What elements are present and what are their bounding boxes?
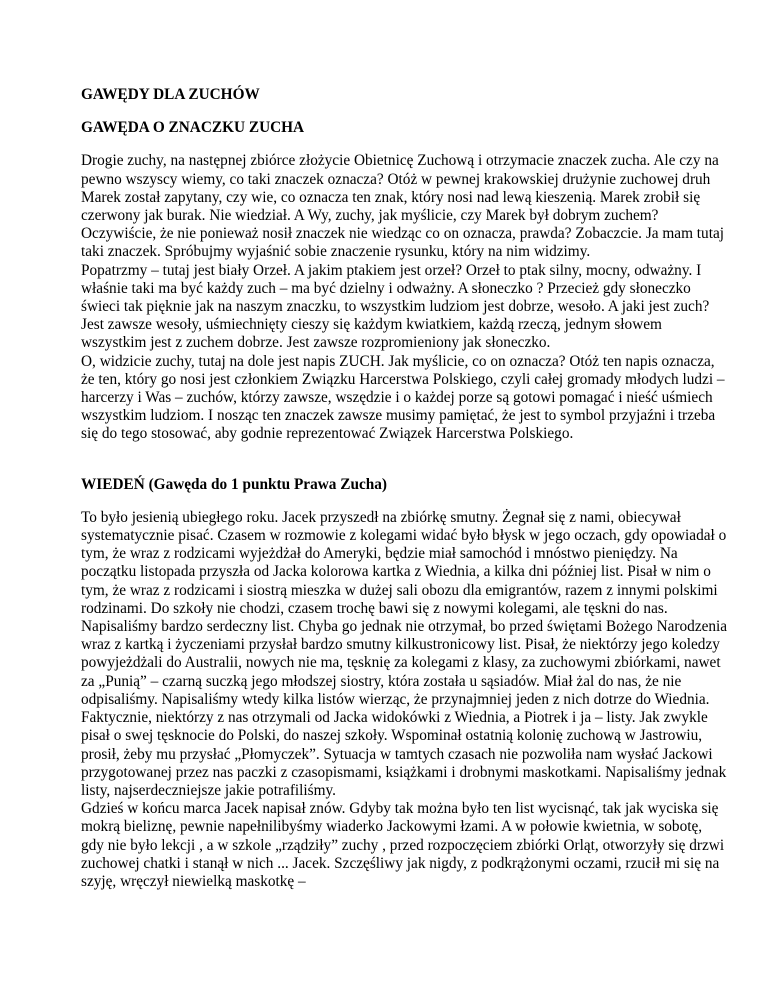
paragraph: Popatrzmy – tutaj jest biały Orzeł. A jakim ptakiem jest orzeł? Orzeł to ptak silny, mocny, odważny. I właśnie taki ma być każdy zuch – ma być dzielny i odważny. A słoneczko ? Przecież gdy słoneczko świeci tak pięknie jak na naszym znaczku, to wszystkim ludziom jest dobrze, wesoło. A jaki jest zuch? Jest zawsze wesoły, uśmiechnięty cieszy się każdym kwiatkiem, każdą rzeczą, jednym słowem wszystkim jest z zuchem dobrze. Jest zawsze rozpromieniony jak słoneczko. [81,261,710,352]
paragraph: Drogie zuchy, na następnej zbiórce złożycie Obietnicę Zuchową i otrzymacie znaczek zucha. Ale czy na pewno wszyscy wiemy, co taki znaczek oznacza? Otóż w pewnej krakowskiej drużynie zuchowej druh Marek został zapytany, czy wie, co oznacza ten znak, który nosi nad lewą kieszenią. Marek zrobił się czerwony jak burak. Nie wiedział. A Wy, zuchy, jak myślicie, czy Marek był dobrym zuchem? Oczywiście, że nie ponieważ nosił znaczek nie wiedząc co on oznacza, prawda? Zobaczcie. Ja mam tutaj taki znaczek. Spróbujmy wyjaśnić sobie znaczenie rysunku, który na nim widzimy. [81,152,724,261]
paragraph: O, widzicie zuchy, tutaj na dole jest napis ZUCH. Jak myślicie, co on oznacza? Otóż ten napis oznacza, że ten, który go nosi jest członkiem Związku Harcerstwa Polskiego, czyli całej gromady młodych ludzi – harcerzy i Was – zuchów, którzy zawsze, wszędzie i o każdej porze są gotowi pomagać i nieść uśmiech wszystkim ludziom. I nosząc ten znaczek zawsze musimy pamiętać, że jest to symbol przyjaźni i trzeba się do tego stosować, aby godnie reprezentować Związek Harcerstwa Polskiego. [81,352,725,443]
paragraph: Gdzieś w końcu marca Jacek napisał znów. Gdyby tak można było ten list wycisnąć, tak jak wyciska się mokrą bieliznę, pewnie napełnilibyśmy wiaderko Jackowymi łzami. A w połowie kwietnia, w sobotę, gdy nie było lekcji , a w szkole „rządziły” zuchy , przed rozpoczęciem zbiórki Orląt, otworzyły się drzwi zuchowej chatki i stanął w nich ... Jacek. Szczęśliwy jak nigdy, z podkrążonymi oczami, rzucił mi się na szyję, wręczył niewielką maskotkę – [81,800,725,890]
section-heading-wieden: WIEDEŃ (Gawęda do 1 punktu Prawa Zucha) [81,475,387,493]
section-heading-znaczek: GAWĘDA O ZNACZKU ZUCHA [81,119,305,137]
paragraph: To było jesienią ubiegłego roku. Jacek przyszedł na zbiórkę smutny. Żegnał się z nami, obiecywał systematycznie pisać. Czasem w rozmowie z kolegami widać było błysk w jego oczach, gdy opowiadał o tym, że wraz z rodzicami wyjeżdżał do Ameryki, będzie miał samochód i mnóstwo pieniędzy. Na początku listopada przyszła od Jacka kolorowa kartka z Wiednia, a kilka dni później list. Pisał w nim o tym, że wraz z rodzicami i siostrą mieszka w dużej sali obozu dla emigrantów, razem z innymi polskimi rodzinami. Do szkoły nie chodzi, czasem trochę bawi się z nowymi kolegami, ale tęskni do nas. Napisaliśmy bardzo serdeczny list. Chyba go jednak nie otrzymał, bo przed świętami Bożego Narodzenia wraz z kartką i życzeniami przysłał bardzo smutny kilkustronicowy list. Pisał, że niektórzy jego koledzy powyjeżdżali do Australii, nowych nie ma, tęsknię za kolegami z klasy, za zuchowymi zbiórkami, nawet za „Punią” – czarną suczką jego młodszej siostry, która została u sąsiadów. Miał żal do nas, że nie odpisaliśmy. Napisaliśmy wtedy kilka listów wierząc, że przynajmniej jeden z nich dotrze do Wiednia. Faktycznie, niektórzy z nas otrzymali od Jacka widokówki z Wiednia, a Piotrek i ja – listy. Jak zwykle pisał o swej tęsknocie do Polski, do naszej szkoły. Wspominał ostatnią kolonię zuchową w Jastrowiu, prosił, żeby mu przysłać „Płomyczek”. Sytuacja w tamtych czasach nie pozwoliła nam wysłać Jackowi przygotowanej przez nas paczki z czasopismami, książkami i drobnymi maskotkami. Napisaliśmy jednak listy, najserdeczniejsze jakie potrafiliśmy. [81,508,728,799]
document-title: GAWĘDY DLA ZUCHÓW [81,86,260,103]
section-spacer [81,444,728,476]
